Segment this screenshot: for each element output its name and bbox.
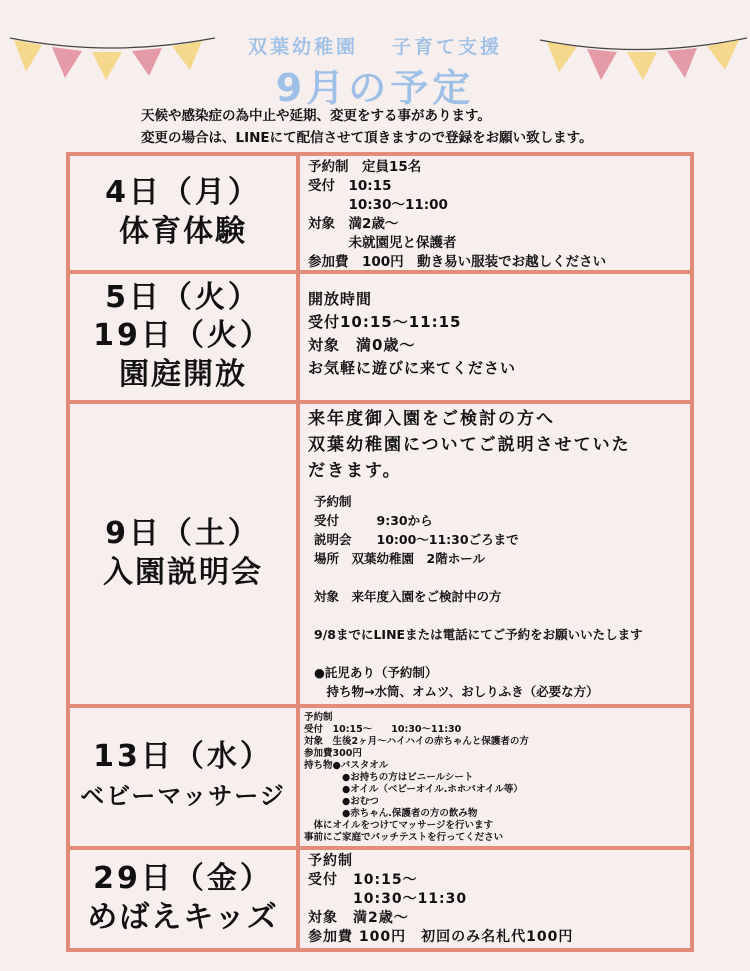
intro-line: だきます。	[308, 461, 402, 481]
detail-line: 10:30～11:30	[308, 891, 468, 907]
event-row-mebae-kids	[70, 850, 690, 948]
intro-line: 双葉幼稚園についてご説明させていた	[308, 435, 631, 455]
detail-line: ●おむつ	[304, 796, 379, 807]
detail-line: 受付 10:15～	[308, 872, 418, 888]
event-heading	[70, 156, 300, 270]
header-subtitle	[0, 32, 750, 59]
page-title: 9月の予定	[275, 66, 475, 110]
event-details	[308, 158, 684, 270]
event-row-briefing	[70, 404, 690, 708]
detail-line: 予約制	[314, 494, 352, 509]
event-heading	[70, 404, 300, 704]
detail-line: ●赤ちゃん.保護者の方の飲み物	[304, 808, 478, 819]
event-row-baby-massage	[70, 708, 690, 850]
event-row-garden	[70, 274, 690, 404]
org-name: 双葉幼稚園	[247, 36, 358, 58]
detail-line: 参加費 100円 初回のみ名札代100円	[308, 929, 574, 945]
detail-line: 開放時間	[308, 290, 373, 308]
event-heading	[70, 850, 300, 948]
detail-line: 対象 生後2ヶ月～ハイハイの赤ちゃんと保護者の方	[304, 736, 529, 747]
detail-line: 受付 9:30から	[314, 513, 433, 528]
detail-line: 対象 満2歳～	[308, 216, 399, 232]
detail-line: 予約制 定員15名	[308, 159, 422, 175]
detail-line: お気軽に遊びに来てください	[308, 359, 517, 377]
event-date: 19日（火）	[93, 318, 273, 353]
header	[0, 32, 750, 112]
detail-line: 予約制	[304, 712, 333, 723]
detail-line: 受付 10:15	[308, 178, 392, 194]
event-name: 体育体験	[119, 214, 247, 249]
detail-line: 対象 満0歳～	[308, 336, 416, 354]
detail-line: 持ち物→水筒、オムツ、おしりふき（必要な方）	[314, 684, 599, 699]
event-details	[308, 406, 684, 704]
detail-line: 対象 満2歳～	[308, 910, 409, 926]
detail-line: 予約制	[308, 853, 353, 869]
event-details	[308, 852, 684, 948]
detail-line: 参加費300円	[304, 748, 362, 759]
detail-line: 参加費 100円 動き易い服装でお越しください	[308, 254, 607, 270]
event-heading	[70, 708, 300, 846]
event-date: 4日（月）	[105, 175, 261, 210]
notice-line: 天候や感染症の為中止や延期、変更をする事があります。	[141, 108, 491, 124]
detail-line: 10:30～11:00	[308, 197, 448, 213]
event-date: 5日（火）	[105, 280, 261, 315]
event-date: 9日（土）	[105, 516, 261, 551]
detail-line: 持ち物●バスタオル	[304, 760, 389, 771]
event-date: 13日（水）	[93, 739, 273, 774]
event-name: 入園説明会	[103, 555, 263, 590]
event-intro	[308, 406, 684, 484]
intro-line: 来年度御入園をご検討の方へ	[308, 409, 555, 429]
notice-line: 変更の場合は、LINEにて配信させて頂きますので登録をお願い致します。	[141, 130, 593, 146]
event-name: 園庭開放	[119, 357, 247, 392]
program-name: 子育て支援	[392, 36, 503, 58]
event-details	[304, 712, 684, 846]
detail-line: 場所 双葉幼稚園 2階ホール	[314, 551, 485, 566]
detail-line	[314, 606, 684, 625]
event-name: ベビーマッサージ	[80, 782, 286, 810]
detail-line: ●お持ちの方はビニールシート	[304, 772, 474, 783]
detail-line: 体にオイルをつけてマッサージを行います	[304, 820, 493, 831]
event-name: めばえキッズ	[87, 900, 279, 935]
detail-line: 9/8までにLINEまたは電話にてご予約をお願いいたします	[314, 627, 643, 642]
detail-line	[314, 568, 684, 587]
detail-line: ●託児あり（予約制）	[314, 665, 438, 680]
detail-line: 対象 来年度入園をご検討中の方	[314, 589, 502, 604]
event-heading	[70, 274, 300, 400]
detail-line: ●オイル（ベビーオイル.ホホバオイル等）	[304, 784, 523, 795]
schedule-table	[66, 152, 694, 952]
detail-line	[314, 644, 684, 663]
event-row-sports	[70, 156, 690, 274]
detail-line: 受付10:15～11:15	[308, 313, 462, 331]
detail-line: 受付 10:15～ 10:30～11:30	[304, 724, 462, 735]
detail-line: 事前にご家庭でパッチテストを行ってください	[304, 832, 504, 843]
event-details	[308, 288, 684, 400]
notice	[141, 105, 593, 149]
detail-line: 説明会 10:00～11:30ごろまで	[314, 532, 519, 547]
detail-line: 未就園児と保護者	[308, 235, 457, 251]
event-date: 29日（金）	[93, 861, 273, 896]
